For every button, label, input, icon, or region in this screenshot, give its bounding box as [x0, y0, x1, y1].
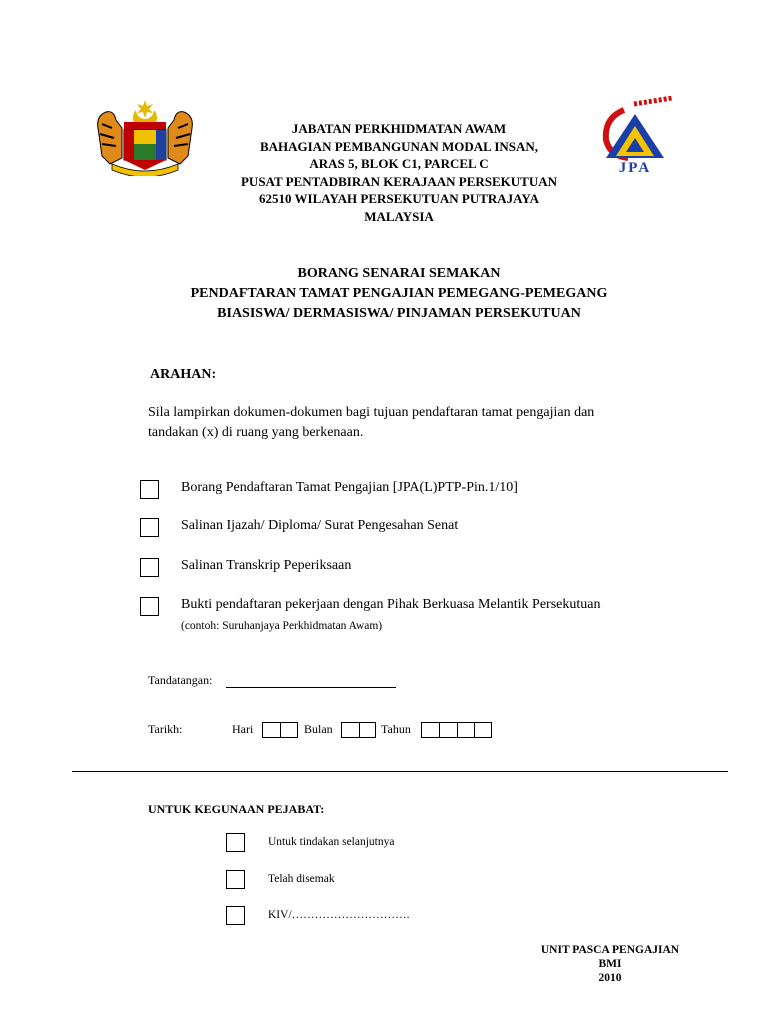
header-address — [0, 120, 768, 225]
office-label-tindakan: Untuk tindakan selanjutnya — [268, 836, 395, 848]
header-line: BAHAGIAN PEMBANGUNAN MODAL INSAN, — [259, 138, 539, 154]
footer-dept: BMI — [598, 958, 622, 970]
date-year-boxes[interactable] — [421, 722, 492, 738]
header-line: JABATAN PERKHIDMATAN AWAM — [291, 121, 507, 136]
date-day-label: Hari — [232, 722, 254, 736]
office-checkbox-tindakan[interactable] — [226, 833, 245, 852]
date-month-boxes[interactable] — [341, 722, 376, 738]
form-title-line: PENDAFTARAN TAMAT PENGAJIAN PEMEGANG-PEMEGANG — [190, 286, 608, 301]
instructions-text-line2: tandakan (x) di ruang yang berkenaan. — [148, 425, 364, 440]
office-label-kiv: KIV/…………………………. — [268, 909, 410, 921]
checklist-note-bukti: (contoh: Suruhanjaya Perkhidmatan Awam) — [181, 620, 383, 632]
office-checkbox-kiv[interactable] — [226, 906, 245, 925]
form-title-line: BORANG SENARAI SEMAKAN — [297, 266, 501, 281]
section-divider — [72, 771, 728, 772]
date-label: Tarikh: — [148, 722, 183, 736]
checklist-label-transkrip: Salinan Transkrip Peperiksaan — [181, 558, 352, 573]
form-title-line: BIASISWA/ DERMASISWA/ PINJAMAN PERSEKUTUAN — [217, 306, 581, 321]
jpa-logo-text: JPA — [618, 160, 652, 176]
checklist-checkbox-bukti[interactable] — [140, 597, 159, 616]
checklist-checkbox-ijazah[interactable] — [140, 518, 159, 537]
date-year-label: Tahun — [381, 722, 411, 736]
form-title — [0, 264, 768, 324]
checklist-label-ijazah: Salinan Ijazah/ Diploma/ Surat Pengesahan Senat — [181, 518, 459, 533]
office-label-disemak: Telah disemak — [268, 873, 335, 885]
signature-label: Tandatangan: — [148, 673, 213, 687]
footer-unit: UNIT PASCA PENGAJIAN — [540, 944, 680, 956]
date-day-boxes[interactable] — [262, 722, 298, 738]
header-line: PUSAT PENTADBIRAN KERAJAAN PERSEKUTUAN — [240, 173, 557, 189]
office-use-heading: UNTUK KEGUNAAN PEJABAT: — [148, 802, 325, 816]
checklist-label-bukti: Bukti pendaftaran pekerjaan dengan Pihak Berkuasa Melantik Persekutuan — [181, 597, 601, 612]
signature-line[interactable] — [226, 687, 396, 688]
checklist-label-borang: Borang Pendaftaran Tamat Pengajian [JPA(L)PTP-Pin.1/10] — [181, 480, 518, 495]
office-checkbox-disemak[interactable] — [226, 870, 245, 889]
header-line: ARAS 5, BLOK C1, PARCEL C — [309, 156, 489, 171]
date-month-label: Bulan — [304, 722, 333, 736]
checklist-checkbox-transkrip[interactable] — [140, 558, 159, 577]
footer-block — [530, 943, 690, 985]
checklist-checkbox-borang[interactable] — [140, 480, 159, 499]
header-line: MALAYSIA — [364, 208, 434, 224]
footer-year: 2010 — [598, 972, 622, 984]
instructions-text-line1: Sila lampirkan dokumen-dokumen bagi tujuan pendaftaran tamat pengajian dan — [148, 405, 595, 420]
instructions-heading: ARAHAN: — [150, 367, 217, 382]
header-line: 62510 WILAYAH PERSEKUTUAN PUTRAJAYA — [259, 191, 539, 206]
